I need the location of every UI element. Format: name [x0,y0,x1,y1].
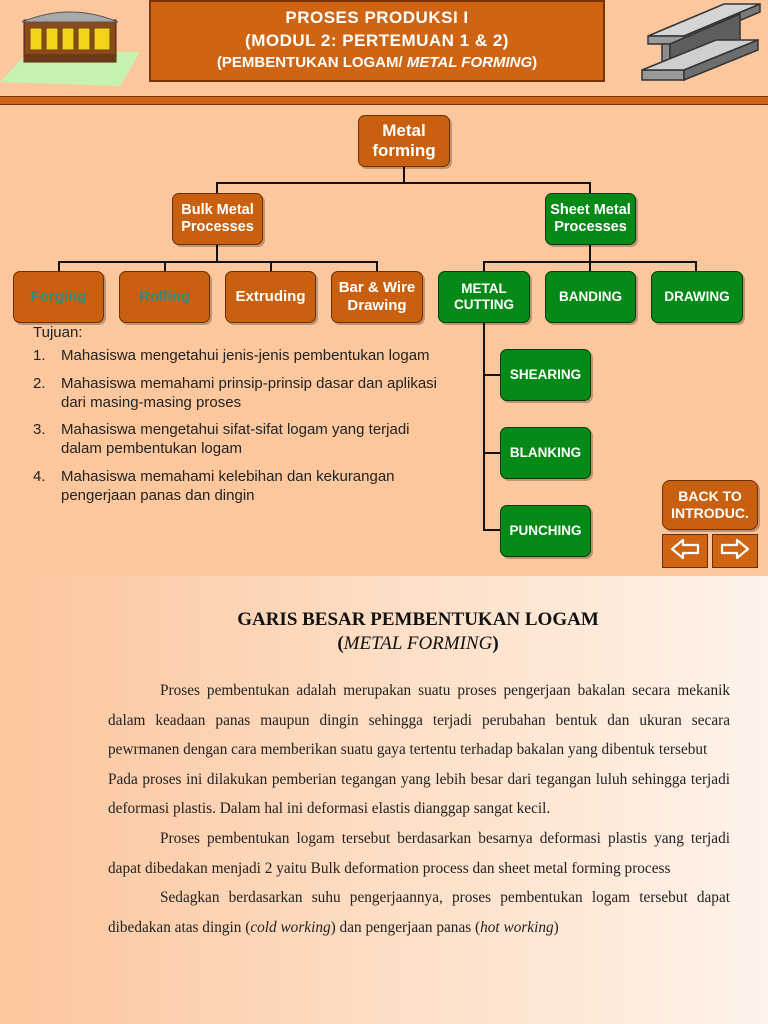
connector-line [403,166,405,183]
goal-item [33,375,443,413]
goal-text: Mahasiswa mengetahui sifat-sifat logam yang terjadi dalam pembentukan logam [61,421,410,457]
document-title: GARIS BESAR PEMBENTUKAN LOGAM [237,609,599,630]
goal-item [33,421,443,459]
node-forging[interactable]: Forging [13,271,104,323]
node-shearing[interactable]: SHEARING [500,349,591,401]
subtitle-open: ( [337,633,344,654]
goal-text: Mahasiswa memahami kelebihan dan kekurangan pengerjaan panas dan dingin [61,467,395,504]
paragraph-text: Sedagkan berdasarkan suhu pengerjaannya, proses pembentukan logam tersebut dapat dibedakan atas dingin ( [108,889,730,936]
goals-heading: Tujuan: [33,324,83,341]
node-metal-forming[interactable]: Metal forming [358,115,450,167]
header-divider [0,96,768,105]
node-sheet-metal-processes[interactable]: Sheet Metal Processes [545,193,636,245]
document-page [0,576,768,1024]
paragraph: Proses pembentukan adalah merupakan suatu proses pengerjaan bakalan secara mekanik dalam keadaan panas maupun dingin sehingga terjadi perubahan bentuk dan ukuran secara pewrmanen dengan cara memberikan suatu gaya tertentu terhadap bakalan yang dibentuk tersebut [108,682,730,759]
topic-title [151,54,603,71]
topic-title-italic: METAL FORMING [406,54,533,71]
paragraph-text: ) [553,918,559,936]
goal-text: Mahasiswa memahami prinsip-prinsip dasar dan aplikasi dari masing-masing proses [61,374,437,411]
node-rolling[interactable]: Rolling [119,271,210,323]
arrow-left-icon [670,538,700,565]
goals-section [33,324,443,514]
paragraph-text: ) dan pengerjaan panas ( [330,918,481,936]
document-subtitle [0,633,768,655]
connector-line [483,529,501,531]
title-box [149,0,605,82]
connector-line [483,374,501,376]
document-body [108,676,730,942]
hot-working-term: hot working [480,918,554,936]
goal-text: Mahasiswa mengetahui jenis-jenis pembentukan logam [61,347,430,364]
cold-working-term: cold working [250,918,331,936]
previous-slide-button[interactable] [662,534,708,568]
paragraph: Proses pembentukan logam tersebut berdasarkan besarnya deformasi plastis yang terjadi dapat dibedakan menjadi 2 yaitu Bulk deformation process dan sheet metal forming process [108,829,730,877]
topic-title-suffix: ) [532,54,538,71]
node-punching[interactable]: PUNCHING [500,505,591,557]
goal-item [33,468,443,506]
arrow-right-icon [720,538,750,565]
connector-line [216,244,218,262]
connector-line [483,322,485,531]
node-blanking[interactable]: BLANKING [500,427,591,479]
subtitle-italic: METAL FORMING [343,633,493,654]
connector-line [589,244,591,262]
module-title: (MODUL 2: PERTEMUAN 1 & 2) [245,31,509,50]
next-slide-button[interactable] [712,534,758,568]
connector-line [217,182,591,184]
node-bulk-metal-processes[interactable]: Bulk Metal Processes [172,193,263,245]
node-metal-cutting[interactable]: METAL CUTTING [438,271,530,323]
topic-title-prefix: (PEMBENTUKAN LOGAM/ [216,54,407,71]
building-icon [0,0,140,92]
course-title: PROSES PRODUKSI I [285,8,469,27]
node-bar-wire-drawing[interactable]: Bar & Wire Drawing [331,271,423,323]
i-beam-icon [636,0,766,92]
goal-item [33,347,443,366]
subtitle-close: ) [492,633,499,654]
paragraph [108,883,730,942]
node-drawing[interactable]: DRAWING [651,271,743,323]
node-extruding[interactable]: Extruding [225,271,316,323]
goal-number: 1. [33,347,46,364]
goal-number: 3. [33,421,46,439]
connector-line [58,261,378,263]
back-to-intro-button[interactable]: BACK TO INTRODUC. [662,480,758,530]
goals-list [33,347,443,505]
connector-line [483,452,501,454]
node-banding[interactable]: BANDING [545,271,636,323]
goal-number: 2. [33,374,46,392]
paragraph: Pada proses ini dilakukan pemberian tegangan yang lebih besar dari tegangan luluh sehingga terjadi deformasi plastis. Dalam hal ini deformasi elastis dianggap sangat kecil. [108,770,730,818]
goal-number: 4. [33,467,46,485]
